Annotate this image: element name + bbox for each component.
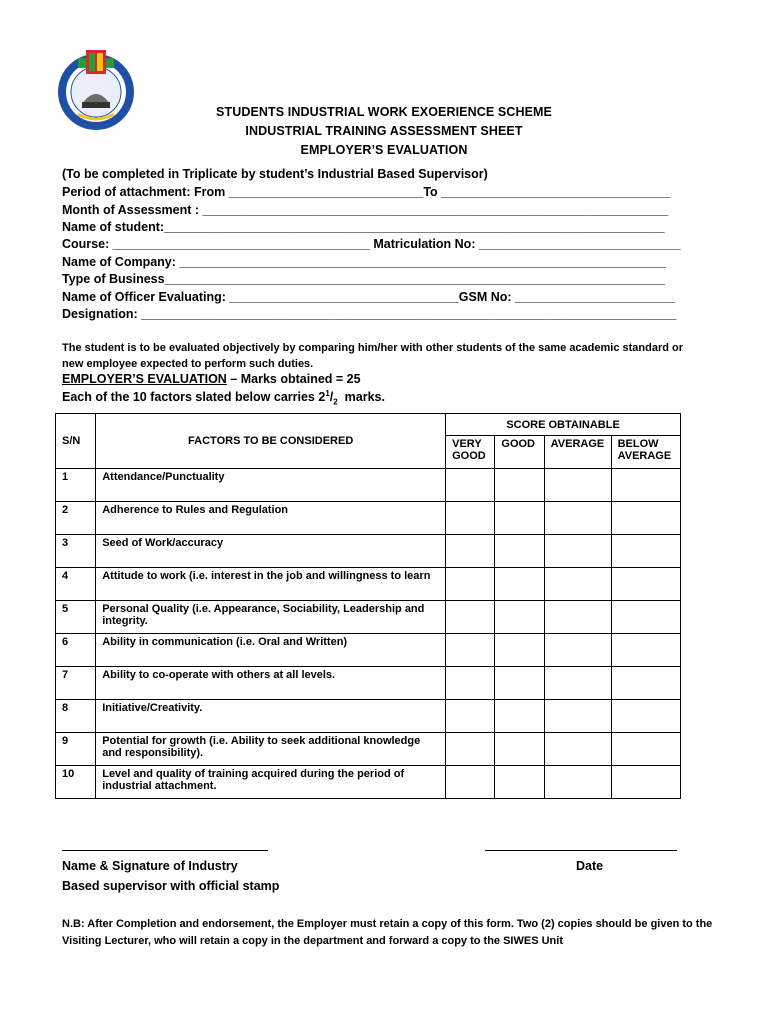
month-of-assessment-field: Month of Assessment : ___________________________________________________________________ [62, 203, 669, 217]
row-factor: Adherence to Rules and Regulation [96, 502, 446, 535]
table-row [56, 667, 681, 700]
table-row [56, 601, 681, 634]
score-cell[interactable] [611, 733, 680, 766]
score-cell[interactable] [544, 766, 611, 799]
date-label: Date [576, 859, 604, 873]
period-of-attachment-field: Period of attachment: From ____________________________To _________________________________ [62, 185, 671, 199]
row-factor: Ability to co-operate with others at all levels. [96, 667, 446, 700]
row-factor: Initiative/Creativity. [96, 700, 446, 733]
score-cell[interactable] [544, 535, 611, 568]
fraction-denominator: 2 [333, 397, 338, 407]
row-sn: 3 [56, 535, 96, 568]
score-cell[interactable] [611, 568, 680, 601]
score-cell[interactable] [544, 700, 611, 733]
score-cell[interactable] [544, 568, 611, 601]
footnote: N.B: After Completion and endorsement, the Employer must retain a copy of this form. Two (2) copies should be given to the Visiting Lecturer, who will retain a copy in the department and forward a copy to the SIWES Unit [62, 918, 713, 947]
score-cell[interactable] [495, 535, 544, 568]
table-row [56, 733, 681, 766]
score-cell[interactable] [495, 469, 544, 502]
score-cell[interactable] [495, 634, 544, 667]
score-cell[interactable] [544, 502, 611, 535]
score-col-very-good: VERY GOOD [446, 436, 495, 469]
score-col-below-average: BELOW AVERAGE [611, 436, 680, 469]
fraction-numerator: 1 [325, 389, 330, 398]
factors-marks-line [62, 389, 385, 407]
business-type-field: Type of Business________________________________________________________________________ [62, 272, 666, 286]
instructions: (To be completed in Triplicate by student’s Industrial Based Supervisor) [62, 167, 488, 181]
score-col-average: AVERAGE [544, 436, 611, 469]
signature-line[interactable] [62, 850, 268, 851]
factors-marks-post: marks. [337, 390, 385, 405]
score-cell[interactable] [611, 766, 680, 799]
signature-label-line1: Name & Signature of Industry [62, 859, 238, 873]
row-sn: 4 [56, 568, 96, 601]
factors-table [55, 413, 681, 799]
row-sn: 5 [56, 601, 96, 634]
score-cell[interactable] [611, 469, 680, 502]
score-cell[interactable] [446, 667, 495, 700]
marks-obtained: – Marks obtained = 25 [226, 372, 361, 386]
score-cell[interactable] [495, 601, 544, 634]
score-cell[interactable] [611, 535, 680, 568]
score-cell[interactable] [611, 667, 680, 700]
row-factor: Seed of Work/accuracy [96, 535, 446, 568]
score-cell[interactable] [611, 700, 680, 733]
signature-label-line2: Based supervisor with official stamp [62, 879, 280, 893]
score-cell[interactable] [495, 568, 544, 601]
col-factors-header: FACTORS TO BE CONSIDERED [96, 414, 446, 469]
score-cell[interactable] [446, 766, 495, 799]
row-sn: 9 [56, 733, 96, 766]
row-factor: Potential for growth (i.e. Ability to seek additional knowledge and responsibility). [96, 733, 446, 766]
score-cell[interactable] [544, 667, 611, 700]
row-factor: Level and quality of training acquired during the period of industrial attachment. [96, 766, 446, 799]
table-row [56, 469, 681, 502]
score-cell[interactable] [446, 469, 495, 502]
sheet-title: INDUSTRIAL TRAINING ASSESSMENT SHEET [245, 124, 523, 138]
row-sn: 1 [56, 469, 96, 502]
score-cell[interactable] [495, 502, 544, 535]
score-cell[interactable] [446, 502, 495, 535]
row-factor: Ability in communication (i.e. Oral and Written) [96, 634, 446, 667]
score-cell[interactable] [611, 502, 680, 535]
score-cell[interactable] [495, 667, 544, 700]
row-factor: Attitude to work (i.e. interest in the job and willingness to learn [96, 568, 446, 601]
row-factor: Attendance/Punctuality [96, 469, 446, 502]
score-cell[interactable] [495, 700, 544, 733]
score-cell[interactable] [446, 700, 495, 733]
score-cell[interactable] [446, 568, 495, 601]
row-sn: 6 [56, 634, 96, 667]
score-cell[interactable] [495, 766, 544, 799]
score-cell[interactable] [544, 634, 611, 667]
score-cell[interactable] [611, 634, 680, 667]
score-cell[interactable] [544, 601, 611, 634]
designation-field: Designation: _____________________________________________________________________________ [62, 307, 677, 321]
factors-marks-pre: Each of the 10 factors slated below carries 2 [62, 390, 326, 405]
score-obtainable-header: SCORE OBTAINABLE [446, 414, 681, 436]
score-cell[interactable] [544, 733, 611, 766]
row-sn: 2 [56, 502, 96, 535]
fraction-slash: / [329, 390, 334, 405]
table-row [56, 700, 681, 733]
company-field: Name of Company: ______________________________________________________________________ [62, 255, 667, 269]
evaluation-title: EMPLOYER’S EVALUATION [300, 143, 468, 157]
score-cell[interactable] [544, 469, 611, 502]
score-cell[interactable] [495, 733, 544, 766]
row-sn: 8 [56, 700, 96, 733]
course-matric-field: Course: _____________________________________ Matriculation No: _____________________________ [62, 237, 681, 251]
row-sn: 7 [56, 667, 96, 700]
score-cell[interactable] [446, 733, 495, 766]
officer-gsm-field: Name of Officer Evaluating: _________________________________GSM No: _______________________ [62, 290, 675, 304]
evaluation-note: The student is to be evaluated objectively by comparing him/her with other students of the same academic standard or new employee expected to perform such duties. [62, 342, 684, 370]
row-factor: Personal Quality (i.e. Appearance, Sociability, Leadership and integrity. [96, 601, 446, 634]
col-sn-header: S/N [56, 414, 96, 469]
name-of-student-field: Name of student:________________________________________________________________________ [62, 220, 665, 234]
table-row [56, 535, 681, 568]
score-cell[interactable] [446, 601, 495, 634]
date-line[interactable] [485, 850, 677, 851]
score-cell[interactable] [611, 601, 680, 634]
table-row [56, 634, 681, 667]
scheme-title: STUDENTS INDUSTRIAL WORK EXOERIENCE SCHEME [216, 105, 552, 119]
score-cell[interactable] [446, 634, 495, 667]
table-row [56, 568, 681, 601]
row-sn: 10 [56, 766, 96, 799]
table-row [56, 502, 681, 535]
score-col-good: GOOD [495, 436, 544, 469]
score-cell[interactable] [446, 535, 495, 568]
evaluation-heading [62, 372, 361, 386]
evaluation-heading-label: EMPLOYER’S EVALUATION [62, 372, 227, 386]
table-row [56, 766, 681, 799]
